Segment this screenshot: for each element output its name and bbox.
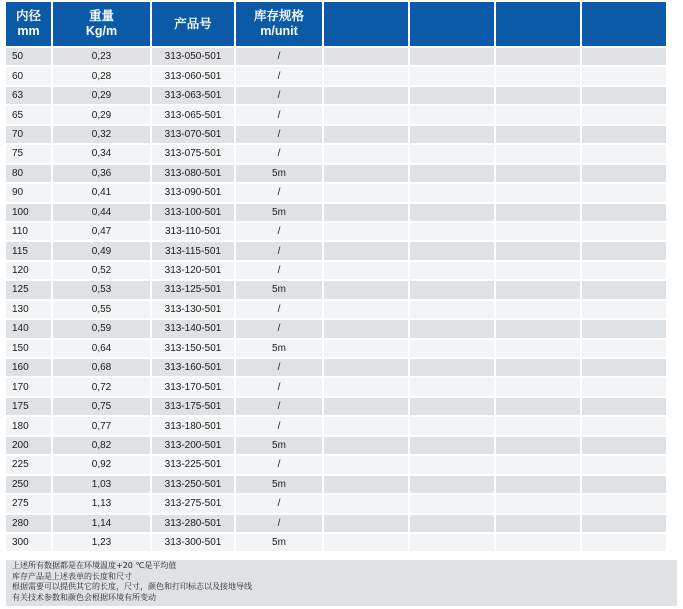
table-row xyxy=(6,456,666,475)
cell-weight: 1,14 xyxy=(53,515,150,534)
cell-empty xyxy=(410,340,494,359)
cell-product-code: 313-065-501 xyxy=(152,106,234,125)
cell-empty xyxy=(496,87,580,106)
cell-empty xyxy=(496,262,580,281)
cell-empty xyxy=(582,340,666,359)
cell-weight: 0,55 xyxy=(53,301,150,320)
footnote-line: 库存产品是上述表单的长度和尺寸 xyxy=(12,571,132,581)
cell-weight: 1,23 xyxy=(53,534,150,553)
cell-product-code: 313-070-501 xyxy=(152,126,234,145)
cell-product-code: 313-175-501 xyxy=(152,398,234,417)
footnote-line: 根据需要可以提供其它的长度，尺寸，颜色和打印标志以及接地导线 xyxy=(12,582,252,591)
cell-weight: 0,41 xyxy=(53,184,150,203)
cell-empty xyxy=(496,534,580,553)
cell-weight: 0,75 xyxy=(53,398,150,417)
cell-empty xyxy=(324,437,408,456)
cell-product-code: 313-140-501 xyxy=(152,320,234,339)
cell-weight: 0,28 xyxy=(53,67,150,86)
cell-empty xyxy=(496,456,580,475)
cell-empty xyxy=(582,301,666,320)
cell-empty xyxy=(324,204,408,223)
cell-empty xyxy=(496,165,580,184)
cell-empty xyxy=(410,262,494,281)
cell-inner-diameter: 280 xyxy=(6,515,51,534)
cell-empty xyxy=(496,340,580,359)
cell-product-code: 313-075-501 xyxy=(152,145,234,164)
header-weight: 重量 Kg/m xyxy=(53,2,150,48)
cell-empty xyxy=(582,87,666,106)
cell-weight: 1,13 xyxy=(53,495,150,514)
table-row xyxy=(6,126,666,145)
cell-stock-spec: / xyxy=(236,417,322,436)
table-row xyxy=(6,340,666,359)
cell-stock-spec: / xyxy=(236,515,322,534)
cell-inner-diameter: 60 xyxy=(6,67,51,86)
cell-empty xyxy=(582,223,666,242)
cell-inner-diameter: 115 xyxy=(6,242,51,261)
header-inner-diameter: 内径 mm xyxy=(6,2,51,48)
cell-empty xyxy=(496,145,580,164)
cell-stock-spec: / xyxy=(236,320,322,339)
cell-empty xyxy=(496,67,580,86)
cell-empty xyxy=(496,281,580,300)
cell-empty xyxy=(324,165,408,184)
cell-product-code: 313-280-501 xyxy=(152,515,234,534)
cell-stock-spec: / xyxy=(236,242,322,261)
table-row xyxy=(6,67,666,86)
cell-empty xyxy=(496,223,580,242)
cell-empty xyxy=(496,204,580,223)
table-row xyxy=(6,165,666,184)
cell-product-code: 313-125-501 xyxy=(152,281,234,300)
table-row xyxy=(6,398,666,417)
cell-empty xyxy=(410,515,494,534)
cell-product-code: 313-120-501 xyxy=(152,262,234,281)
cell-empty xyxy=(410,281,494,300)
cell-inner-diameter: 90 xyxy=(6,184,51,203)
cell-product-code: 313-200-501 xyxy=(152,437,234,456)
cell-empty xyxy=(410,320,494,339)
cell-empty xyxy=(582,281,666,300)
cell-empty xyxy=(582,378,666,397)
cell-stock-spec: 5m xyxy=(236,534,322,553)
cell-inner-diameter: 200 xyxy=(6,437,51,456)
cell-stock-spec: / xyxy=(236,126,322,145)
cell-product-code: 313-150-501 xyxy=(152,340,234,359)
cell-empty xyxy=(496,359,580,378)
cell-empty xyxy=(410,417,494,436)
cell-empty xyxy=(324,301,408,320)
cell-inner-diameter: 70 xyxy=(6,126,51,145)
cell-product-code: 313-100-501 xyxy=(152,204,234,223)
table-row xyxy=(6,242,666,261)
cell-weight: 0,52 xyxy=(53,262,150,281)
cell-stock-spec: / xyxy=(236,398,322,417)
cell-empty xyxy=(496,126,580,145)
cell-weight: 0,77 xyxy=(53,417,150,436)
cell-empty xyxy=(582,515,666,534)
cell-inner-diameter: 50 xyxy=(6,48,51,67)
cell-weight: 0,49 xyxy=(53,242,150,261)
cell-inner-diameter: 110 xyxy=(6,223,51,242)
cell-stock-spec: / xyxy=(236,378,322,397)
cell-empty xyxy=(324,126,408,145)
cell-empty xyxy=(324,515,408,534)
cell-empty xyxy=(324,67,408,86)
table-body xyxy=(6,48,666,553)
cell-empty xyxy=(324,242,408,261)
cell-empty xyxy=(324,417,408,436)
cell-empty xyxy=(410,145,494,164)
header-stock-spec: 库存规格 m/unit xyxy=(236,2,322,48)
cell-product-code: 313-275-501 xyxy=(152,495,234,514)
cell-empty xyxy=(410,476,494,495)
cell-stock-spec: / xyxy=(236,456,322,475)
table-row xyxy=(6,417,666,436)
footnotes xyxy=(6,560,677,606)
cell-empty xyxy=(410,67,494,86)
cell-inner-diameter: 150 xyxy=(6,340,51,359)
cell-empty xyxy=(582,476,666,495)
cell-empty xyxy=(496,417,580,436)
table-row xyxy=(6,48,666,67)
cell-empty xyxy=(582,145,666,164)
cell-empty xyxy=(582,165,666,184)
cell-weight: 0,59 xyxy=(53,320,150,339)
cell-weight: 0,72 xyxy=(53,378,150,397)
table-row xyxy=(6,106,666,125)
cell-empty xyxy=(582,204,666,223)
cell-stock-spec: / xyxy=(236,67,322,86)
cell-stock-spec: 5m xyxy=(236,437,322,456)
table-row xyxy=(6,145,666,164)
cell-inner-diameter: 125 xyxy=(6,281,51,300)
cell-empty xyxy=(582,437,666,456)
cell-empty xyxy=(410,437,494,456)
header-product-code: 产品号 xyxy=(152,2,234,48)
cell-stock-spec: 5m xyxy=(236,204,322,223)
cell-empty xyxy=(410,456,494,475)
cell-empty xyxy=(582,242,666,261)
cell-empty xyxy=(324,340,408,359)
cell-empty xyxy=(324,48,408,67)
cell-product-code: 313-300-501 xyxy=(152,534,234,553)
cell-empty xyxy=(582,398,666,417)
table-row xyxy=(6,281,666,300)
table-row xyxy=(6,262,666,281)
cell-empty xyxy=(582,456,666,475)
cell-empty xyxy=(410,242,494,261)
cell-empty xyxy=(582,534,666,553)
header-empty xyxy=(324,2,408,48)
cell-empty xyxy=(410,398,494,417)
cell-inner-diameter: 140 xyxy=(6,320,51,339)
cell-empty xyxy=(324,106,408,125)
cell-empty xyxy=(582,359,666,378)
cell-product-code: 313-180-501 xyxy=(152,417,234,436)
cell-empty xyxy=(410,301,494,320)
cell-inner-diameter: 275 xyxy=(6,495,51,514)
cell-product-code: 313-063-501 xyxy=(152,87,234,106)
table-row xyxy=(6,378,666,397)
cell-empty xyxy=(496,242,580,261)
cell-product-code: 313-110-501 xyxy=(152,223,234,242)
cell-empty xyxy=(410,87,494,106)
cell-empty xyxy=(582,184,666,203)
table-row xyxy=(6,437,666,456)
cell-empty xyxy=(496,301,580,320)
cell-stock-spec: 5m xyxy=(236,165,322,184)
cell-product-code: 313-050-501 xyxy=(152,48,234,67)
cell-product-code: 313-090-501 xyxy=(152,184,234,203)
cell-empty xyxy=(410,165,494,184)
cell-stock-spec: / xyxy=(236,184,322,203)
header-empty xyxy=(582,2,666,48)
header-row xyxy=(6,2,666,48)
cell-weight: 0,92 xyxy=(53,456,150,475)
cell-empty xyxy=(324,378,408,397)
cell-weight: 0,36 xyxy=(53,165,150,184)
cell-stock-spec: / xyxy=(236,48,322,67)
cell-empty xyxy=(324,476,408,495)
cell-empty xyxy=(496,495,580,514)
cell-empty xyxy=(582,106,666,125)
cell-empty xyxy=(496,184,580,203)
cell-empty xyxy=(324,262,408,281)
cell-stock-spec: / xyxy=(236,359,322,378)
cell-stock-spec: / xyxy=(236,87,322,106)
cell-weight: 0,34 xyxy=(53,145,150,164)
cell-inner-diameter: 100 xyxy=(6,204,51,223)
cell-empty xyxy=(582,262,666,281)
cell-inner-diameter: 160 xyxy=(6,359,51,378)
cell-inner-diameter: 63 xyxy=(6,87,51,106)
cell-empty xyxy=(410,359,494,378)
cell-weight: 1,03 xyxy=(53,476,150,495)
cell-empty xyxy=(582,417,666,436)
cell-empty xyxy=(410,495,494,514)
cell-empty xyxy=(410,534,494,553)
cell-inner-diameter: 120 xyxy=(6,262,51,281)
cell-empty xyxy=(410,48,494,67)
cell-empty xyxy=(410,184,494,203)
cell-weight: 0,53 xyxy=(53,281,150,300)
cell-empty xyxy=(324,184,408,203)
cell-empty xyxy=(496,476,580,495)
cell-product-code: 313-160-501 xyxy=(152,359,234,378)
cell-weight: 0,44 xyxy=(53,204,150,223)
cell-empty xyxy=(324,223,408,242)
cell-empty xyxy=(582,48,666,67)
table-row xyxy=(6,495,666,514)
header-empty xyxy=(496,2,580,48)
cell-empty xyxy=(496,437,580,456)
footnote-line: 上述所有数据都是在环境温度+20 ℃是平均值 xyxy=(12,561,177,570)
cell-weight: 0,23 xyxy=(53,48,150,67)
cell-empty xyxy=(324,87,408,106)
cell-empty xyxy=(324,320,408,339)
cell-inner-diameter: 180 xyxy=(6,417,51,436)
table-row xyxy=(6,301,666,320)
cell-stock-spec: / xyxy=(236,495,322,514)
cell-empty xyxy=(324,534,408,553)
cell-empty xyxy=(410,223,494,242)
cell-empty xyxy=(582,495,666,514)
cell-empty xyxy=(496,378,580,397)
cell-inner-diameter: 170 xyxy=(6,378,51,397)
cell-empty xyxy=(496,515,580,534)
cell-product-code: 313-080-501 xyxy=(152,165,234,184)
cell-empty xyxy=(582,320,666,339)
header-empty xyxy=(410,2,494,48)
cell-inner-diameter: 175 xyxy=(6,398,51,417)
cell-inner-diameter: 65 xyxy=(6,106,51,125)
cell-inner-diameter: 80 xyxy=(6,165,51,184)
cell-product-code: 313-250-501 xyxy=(152,476,234,495)
cell-inner-diameter: 130 xyxy=(6,301,51,320)
cell-product-code: 313-115-501 xyxy=(152,242,234,261)
cell-stock-spec: 5m xyxy=(236,281,322,300)
product-spec-table xyxy=(4,2,668,553)
cell-inner-diameter: 75 xyxy=(6,145,51,164)
cell-weight: 0,47 xyxy=(53,223,150,242)
cell-empty xyxy=(496,320,580,339)
cell-weight: 0,32 xyxy=(53,126,150,145)
table-row xyxy=(6,515,666,534)
cell-weight: 0,29 xyxy=(53,87,150,106)
cell-empty xyxy=(582,67,666,86)
table-row xyxy=(6,320,666,339)
cell-stock-spec: / xyxy=(236,301,322,320)
cell-stock-spec: / xyxy=(236,145,322,164)
cell-empty xyxy=(582,126,666,145)
cell-empty xyxy=(324,495,408,514)
table-row xyxy=(6,184,666,203)
cell-empty xyxy=(324,359,408,378)
cell-product-code: 313-225-501 xyxy=(152,456,234,475)
cell-weight: 0,68 xyxy=(53,359,150,378)
cell-empty xyxy=(410,378,494,397)
cell-stock-spec: 5m xyxy=(236,476,322,495)
cell-weight: 0,64 xyxy=(53,340,150,359)
cell-empty xyxy=(410,126,494,145)
cell-inner-diameter: 300 xyxy=(6,534,51,553)
cell-empty xyxy=(324,281,408,300)
cell-empty xyxy=(410,204,494,223)
cell-inner-diameter: 225 xyxy=(6,456,51,475)
cell-empty xyxy=(496,48,580,67)
cell-empty xyxy=(324,456,408,475)
cell-product-code: 313-130-501 xyxy=(152,301,234,320)
cell-empty xyxy=(496,106,580,125)
cell-empty xyxy=(410,106,494,125)
cell-inner-diameter: 250 xyxy=(6,476,51,495)
table-row xyxy=(6,476,666,495)
footnote-line: 有关技术参数和颜色会根据环境有所变动 xyxy=(12,592,156,602)
cell-stock-spec: / xyxy=(236,223,322,242)
cell-product-code: 313-170-501 xyxy=(152,378,234,397)
cell-stock-spec: / xyxy=(236,106,322,125)
table-row xyxy=(6,359,666,378)
cell-stock-spec: 5m xyxy=(236,340,322,359)
cell-empty xyxy=(496,398,580,417)
cell-empty xyxy=(324,145,408,164)
table-row xyxy=(6,87,666,106)
cell-stock-spec: / xyxy=(236,262,322,281)
table-row xyxy=(6,223,666,242)
cell-empty xyxy=(324,398,408,417)
table-row xyxy=(6,204,666,223)
table-row xyxy=(6,534,666,553)
cell-product-code: 313-060-501 xyxy=(152,67,234,86)
cell-weight: 0,82 xyxy=(53,437,150,456)
cell-weight: 0,29 xyxy=(53,106,150,125)
